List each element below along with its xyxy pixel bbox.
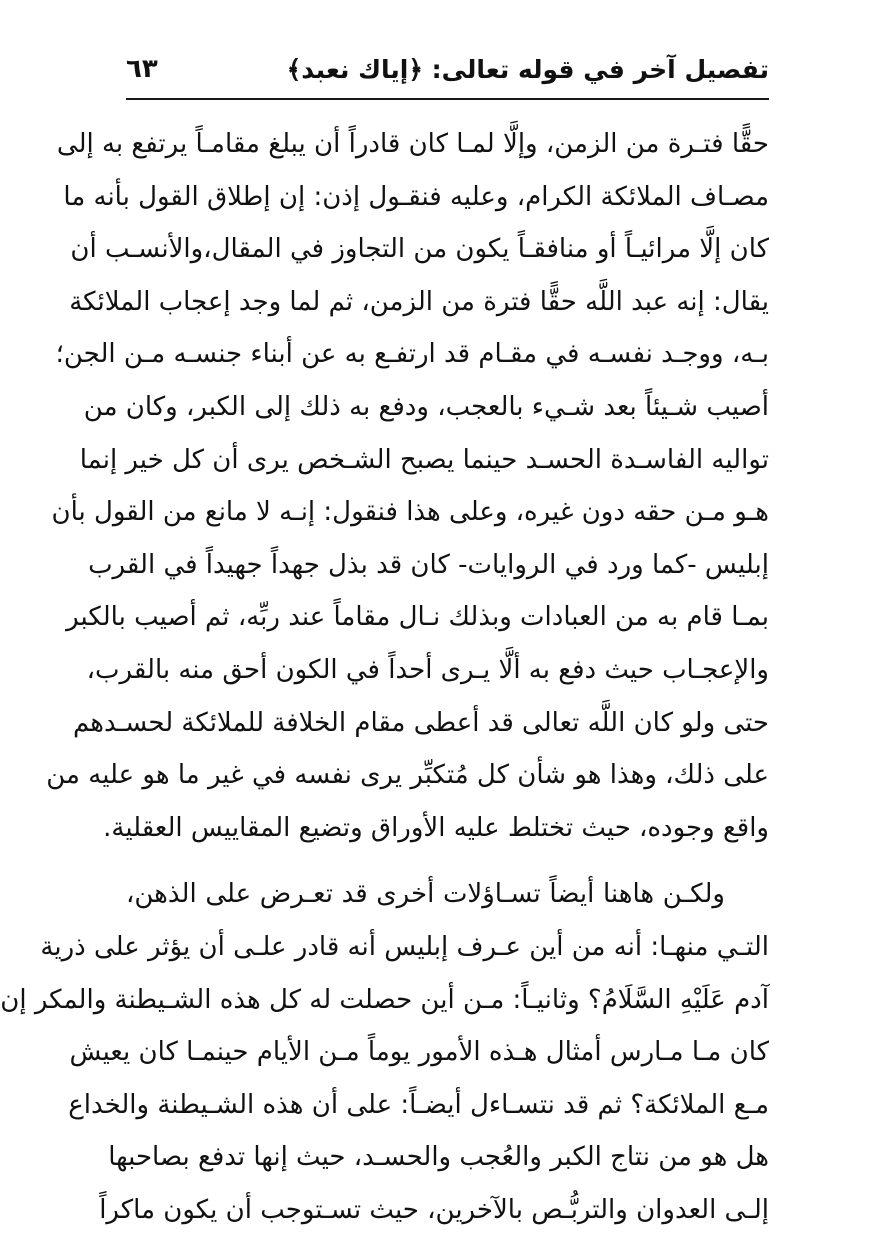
text-line: ولكـن هاهنا أيضاً تسـاؤلات أخرى قد تعـرض على الذهن، [126, 879, 725, 910]
text-line: على ذلك، وهذا هو شأن كل مُتكبِّر يرى نفسه في غير ما هو عليه من [46, 760, 769, 791]
text-line: واقع وجوده، حيث تختلط عليه الأوراق وتضيع المقاييس العقلية. [103, 812, 769, 843]
text-line: والإعجـاب حيث دفع به ألَّا يـرى أحداً في الكون أحق منه بالقرب، [86, 654, 769, 685]
text-line: حقًّا فتـرة من الزمن، وإلَّا لمـا كان قادراً أن يبلغ مقامـاً يرتفع به إلى [56, 129, 769, 159]
text-line: يقال: إنه عبد اللَّه حقًّا فترة من الزمن، ثم لما وجد إعجاب الملائكة [69, 286, 769, 317]
text-line: تواليه الفاسـدة الحسـد حينما يصبح الشـخص يرى أن كل خير إنما [79, 444, 769, 475]
text-line: إبليس -كما ورد في الروايات- كان قد بذل جهداً جهيداً في القرب [88, 549, 769, 580]
header-rule [126, 98, 769, 100]
text-line: هل هو من نتاج الكبر والعُجب والحسـد، حيث إنها تدفع بصاحبها [108, 1142, 769, 1173]
page-number: ٦٣ [126, 54, 158, 84]
text-line: مصـاف الملائكة الكرام، وعليه فنقـول إذن: إن إطلاق القول بأنه ما [63, 181, 769, 212]
running-header [126, 44, 769, 94]
body-text [0, 118, 769, 1236]
text-line: مـع الملائكة؟ ثم قد نتسـاءل أيضـاً: على أن هذه الشـيطنة والخداع [68, 1089, 769, 1120]
paragraph-2 [0, 868, 769, 1236]
paragraph-gap [126, 854, 769, 868]
running-title: تفصيل آخر في قوله تعالى: ﴿إياك نعبد﴾ [286, 54, 769, 84]
paragraph-1 [46, 118, 769, 854]
text-line: بـه، ووجـد نفسـه في مقـام قد ارتفـع به عن أبناء جنسـه مـن الجن؛ [55, 339, 769, 370]
text-line: كان إلَّا مرائيـاً أو منافقـاً يكون من التجاوز في المقال،والأنسـب أن [70, 234, 769, 265]
text-line: كان مـا مـارس أمثال هـذه الأمور يوماً مـن الأيام حينمـا كان يعيش [69, 1037, 769, 1068]
text-line: هـو مـن حقه دون غيره، وعلى هذا فنقول: إنـه لا مانع من القول بأن [51, 497, 769, 528]
text-line: آدم عَلَيْهِ السَّلَامُ؟ وثانيـاً: مـن أين حصلت له كل هذه الشـيطنة والمكر إن [0, 984, 769, 1015]
text-line: إلـى العدوان والتربُّـص بالآخرين، حيث تسـتوجب أن يكون ماكراً [99, 1194, 769, 1225]
text-line: التـي منهـا: أنه من أين عـرف إبليس أنه قادر علـى أن يؤثر على ذرية [40, 931, 769, 962]
text-line: أصيب شـيئاً بعد شـيء بالعجب، ودفع به ذلك إلى الكبر، وكان من [83, 391, 769, 422]
text-line: حتى ولو كان اللَّه تعالى قد أعطى مقام الخلافة للملائكة لحسـدهم [72, 707, 769, 738]
text-line: بمـا قام به من العبادات وبذلك نـال مقاماً عند ربِّه، ثم أصيب بالكبر [66, 602, 769, 633]
